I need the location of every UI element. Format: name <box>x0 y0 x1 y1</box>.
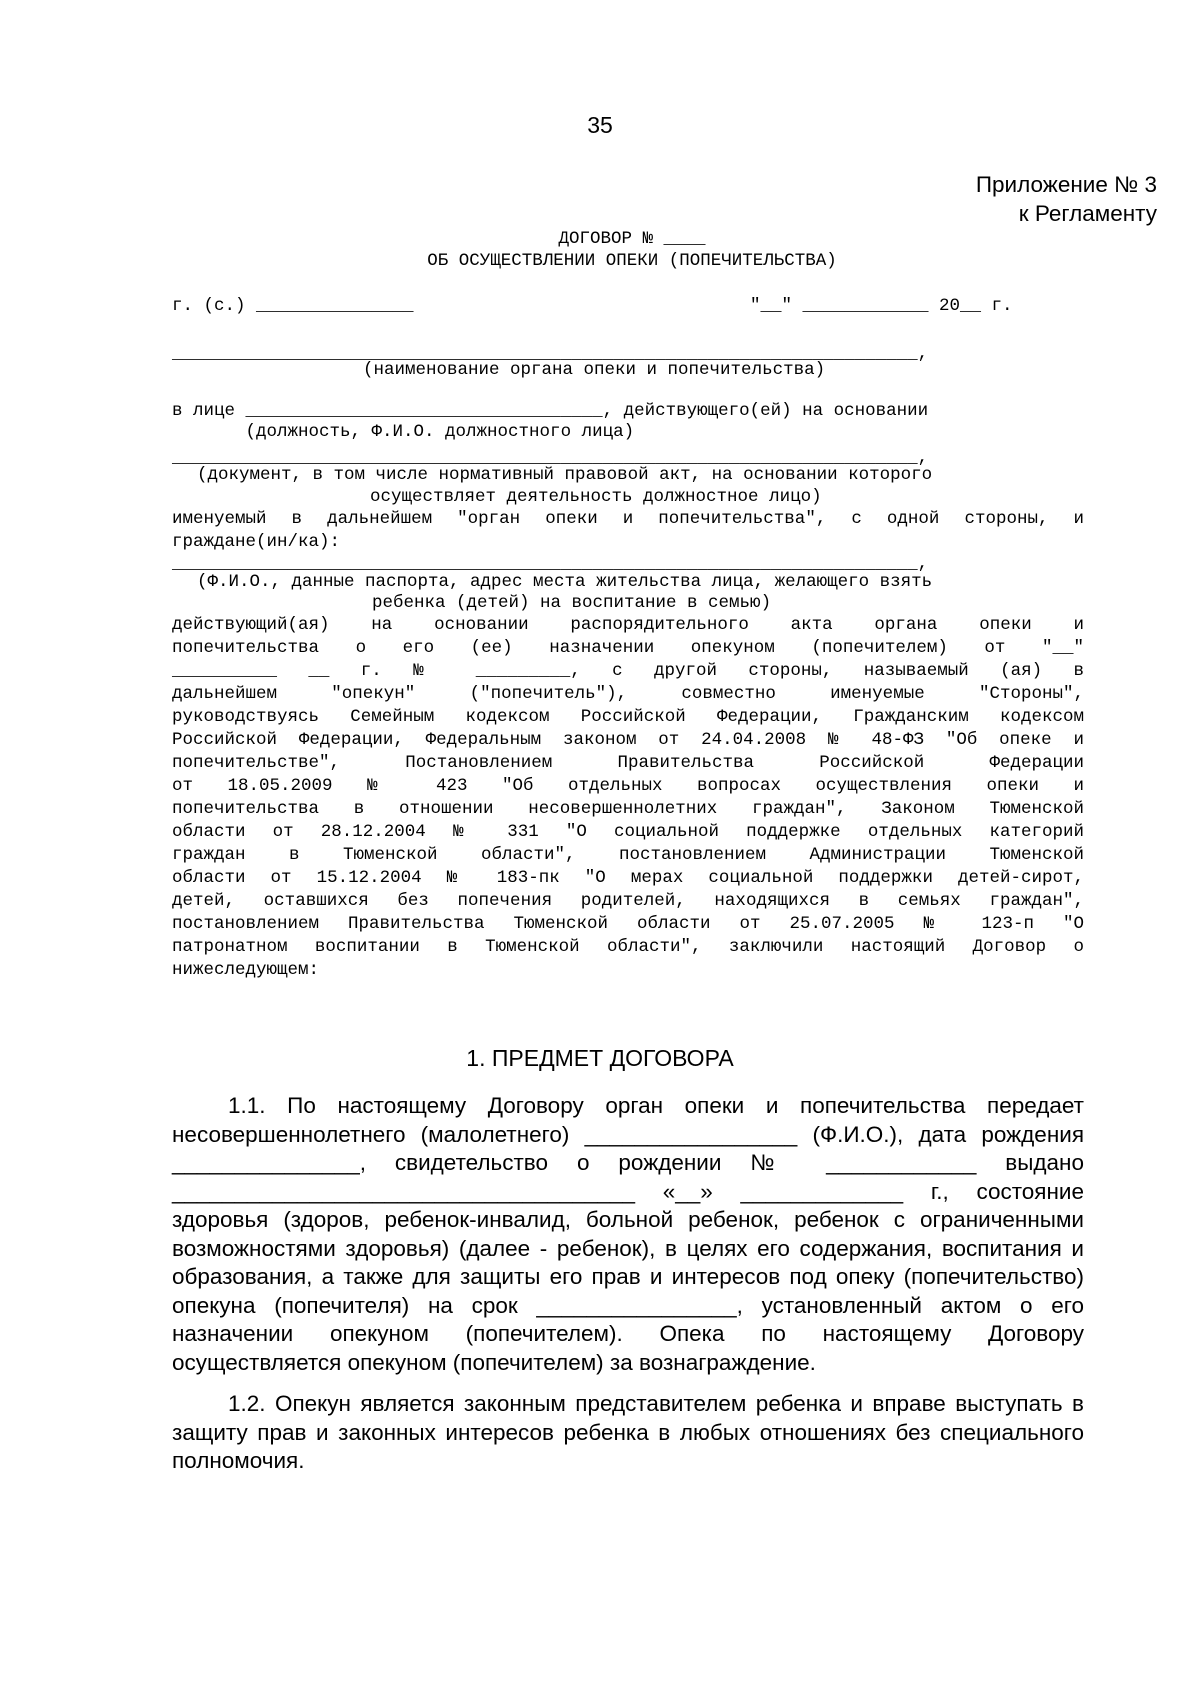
clause-line: образования, а также для защиты его прав и интересов под опеку (попечительство) <box>172 1264 1084 1289</box>
clause-line: _______________, свидетельство о рождении № ____________ выдано <box>172 1150 1084 1175</box>
named-party-line-1: именуемый в дальнейшем "орган опеки и попечительства", с одной стороны, и <box>172 509 1084 529</box>
preamble-line: попечительстве", Постановлением Правительства Российской Федерации <box>172 753 1084 773</box>
represented-by-line: в лице __________________________________, действующего(ей) на основании <box>172 401 929 421</box>
organ-name-caption: (наименование органа опеки и попечительства) <box>363 360 826 380</box>
clause-line: назначении опекуном (попечителем). Опека по настоящему Договору <box>172 1321 1084 1346</box>
preamble-text <box>172 614 1084 982</box>
preamble-line: патронатном воспитании в Тюменской области", заключили настоящий Договор о <box>172 937 1084 957</box>
citizen-caption-1: (Ф.И.О., данные паспорта, адрес места жительства лица, желающего взять <box>197 572 933 592</box>
preamble-line: Российской Федерации, Федеральным законом от 24.04.2008 № 48-ФЗ "Об опеке и <box>172 730 1084 750</box>
clause-line: _____________________________________ «__» _____________ г., состояние <box>172 1178 1084 1204</box>
appendix-reference <box>976 170 1157 228</box>
named-party-text <box>172 508 1084 554</box>
preamble-line: руководствуясь Семейным кодексом Российской Федерации, Гражданским кодексом <box>172 707 1084 727</box>
contract-title: ДОГОВОР № ____ <box>558 229 706 249</box>
preamble-line: постановлением Правительства Тюменской области от 25.07.2005 № 123-п "О <box>172 914 1084 934</box>
clause-line: защиту прав и законных интересов ребенка в любых отношениях без специального <box>172 1419 1084 1445</box>
clause-line: опекуна (попечителя) на срок ________________, установленный актом о его <box>172 1292 1084 1318</box>
clause-1-1 <box>172 1092 1084 1377</box>
contract-subtitle: ОБ ОСУЩЕСТВЛЕНИИ ОПЕКИ (ПОПЕЧИТЕЛЬСТВА) <box>427 251 837 271</box>
clause-line: 1.2. Опекун является законным представителем ребенка и вправе выступать в <box>228 1391 1084 1416</box>
preamble-line: от 18.05.2009 № 423 "Об отдельных вопросах осуществления опеки и <box>172 776 1084 796</box>
clause-line: возможностями здоровья) (далее - ребенок), в целях его содержания, воспитания и <box>172 1235 1084 1261</box>
clause-line: осуществляется опекуном (попечителем) за вознаграждение. <box>172 1349 816 1375</box>
represented-by-caption: (должность, Ф.И.О. должностного лица) <box>172 422 635 442</box>
citizen-caption-2: ребенка (детей) на воспитание в семью) <box>372 593 772 613</box>
preamble-line: попечительства о его (ее) назначении опекуном (попечителем) от "__" <box>172 638 1084 658</box>
preamble-line: действующий(ая) на основании распорядительного акта органа опеки и <box>172 615 1084 635</box>
basis-document-line: _______________________________________________________________________, <box>172 448 929 468</box>
section-title: 1. ПРЕДМЕТ ДОГОВОРА <box>466 1045 734 1071</box>
clause-line: полномочия. <box>172 1448 305 1473</box>
named-party-line-2: граждане(ин/ка): <box>172 532 341 552</box>
clause-line: 1.1. По настоящему Договору орган опеки и попечительства передает <box>228 1093 1084 1118</box>
basis-document-caption-1: (документ, в том числе нормативный правовой акт, на основании которого <box>197 465 933 485</box>
contract-place: г. (с.) _______________ <box>172 296 414 316</box>
contract-date: "__" ____________ 20__ г. <box>750 296 1013 316</box>
appendix-line-1: Приложение № 3 <box>975 172 1157 197</box>
clause-line: несовершеннолетнего (малолетнего) _________________ (Ф.И.О.), дата рождения <box>172 1121 1084 1147</box>
page-number: 35 <box>587 112 613 138</box>
clause-1-2 <box>172 1390 1084 1476</box>
preamble-line: дальнейшем "опекун" ("попечитель"), совместно именуемые "Стороны", <box>172 684 1084 704</box>
preamble-line: граждан в Тюменской области", постановлением Администрации Тюменской <box>172 845 1084 865</box>
citizen-line: _______________________________________________________________________, <box>172 554 929 574</box>
appendix-line-2: к Регламенту <box>1018 201 1157 226</box>
organ-name-line: _______________________________________________________________________, <box>172 344 929 364</box>
clause-line: здоровья (здоров, ребенок-инвалид, больной ребенок, ребенок с ограниченными <box>172 1207 1084 1232</box>
preamble-line: нижеследующем: <box>172 960 320 980</box>
preamble-line: области от 15.12.2004 № 183-пк "О мерах социальной поддержки детей-сирот, <box>172 868 1084 888</box>
preamble-line: попечительства в отношении несовершеннолетних граждан", Законом Тюменской <box>172 799 1084 819</box>
basis-document-caption-2: осуществляет деятельность должностное лицо) <box>370 487 822 507</box>
preamble-line: детей, оставшихся без попечения родителей, находящихся в семьях граждан", <box>172 891 1084 911</box>
preamble-line: области от 28.12.2004 № 331 "О социальной поддержке отдельных категорий <box>172 822 1084 842</box>
preamble-line: __________ __ г. № _________, с другой стороны, называемый (ая) в <box>172 661 1084 681</box>
